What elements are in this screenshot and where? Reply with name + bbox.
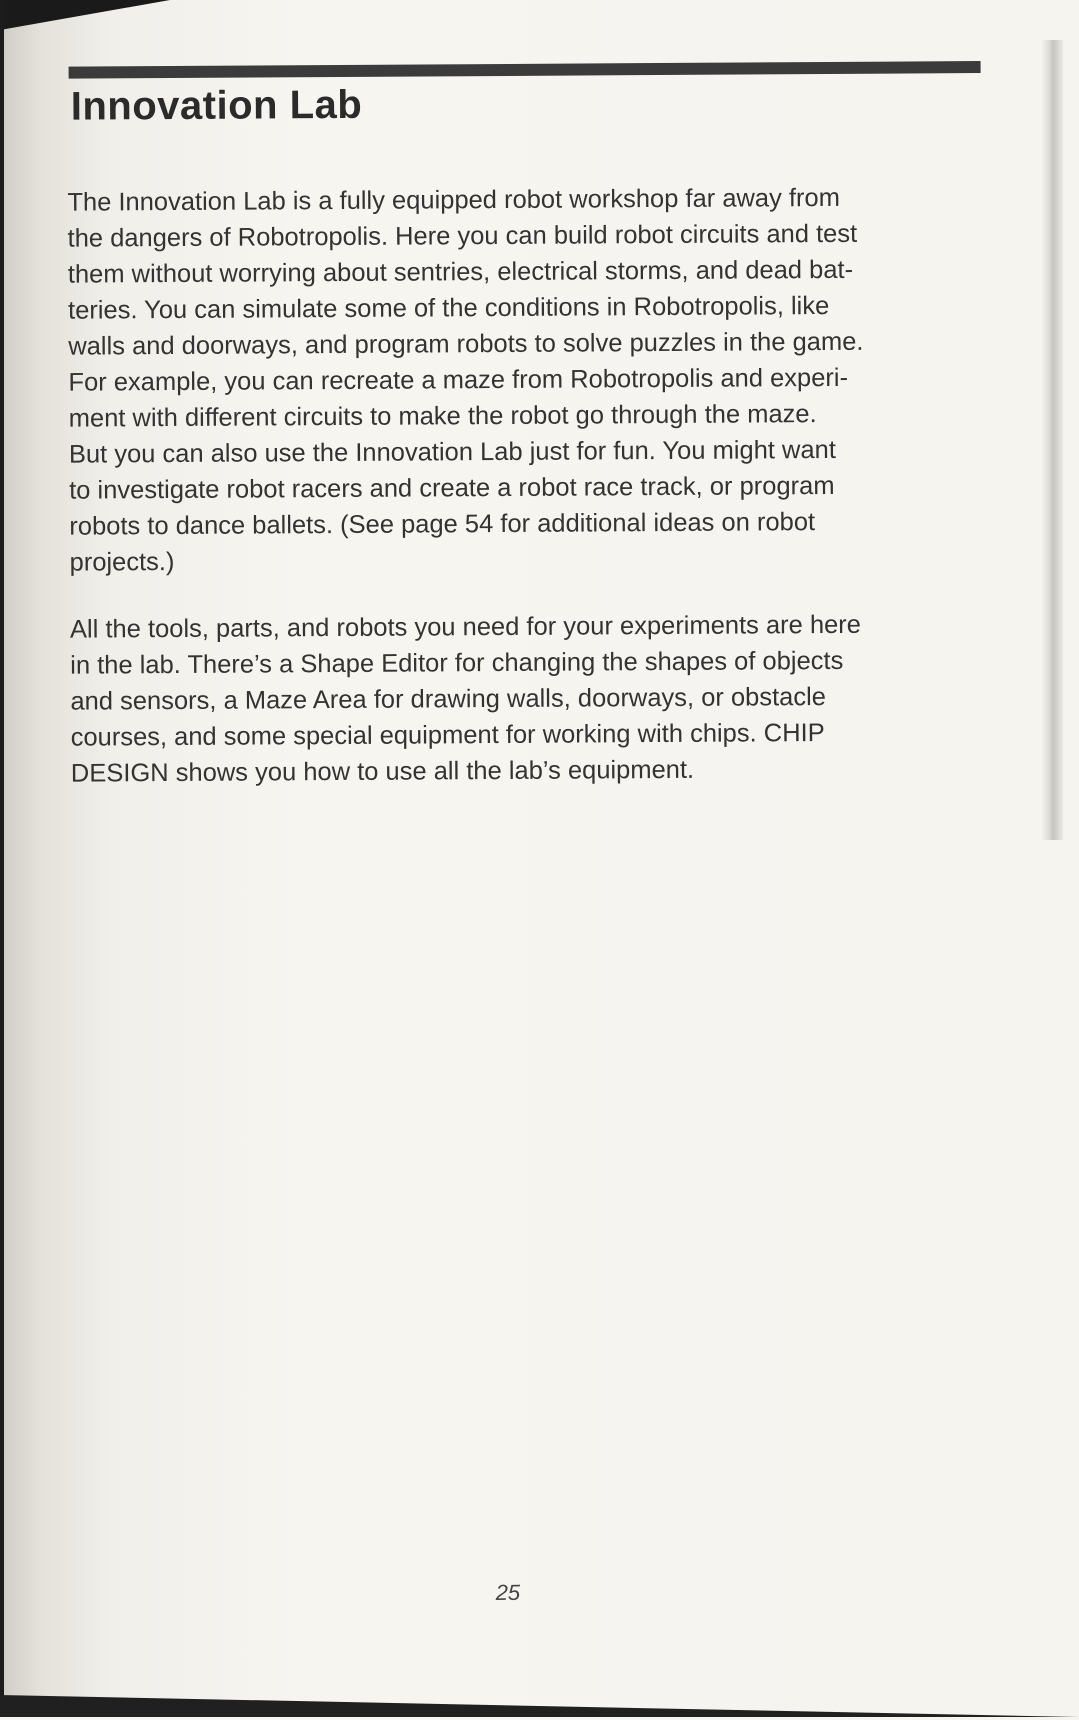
paragraph-2 [70,606,951,791]
text-line: ment with different circuits to make the robot go through the maze. [68,400,817,433]
text-line: projects.) [69,547,175,577]
paragraph-1 [67,179,949,580]
text-line: courses, and some special equipment for working with chips. CHIP [70,719,825,752]
text-line: The Innovation Lab is a fully equipped robot workshop far away from [67,183,840,217]
text-line: in the lab. There’s a Shape Editor for changing the shapes of objects [70,646,844,680]
text-line: All the tools, parts, and robots you need for your experiments are here [69,610,862,644]
text-line: DESIGN shows you how to use all the lab’s equipment. [70,755,695,788]
heading-rule [69,61,981,79]
text-line: But you can also use the Innovation Lab just for fun. You might want [68,435,836,469]
text-line: teries. You can simulate some of the conditions in Robotropolis, like [67,291,830,325]
text-line: For example, you can recreate a maze from Robotropolis and experi- [68,363,849,397]
text-line: robots to dance ballets. (See page 54 for additional ideas on robot [69,508,816,541]
text-line: the dangers of Robotropolis. Here you can build robot circuits and test [67,219,858,253]
text-line: walls and doorways, and program robots to solve puzzles in the game. [68,327,864,361]
page-number: 25 [495,1579,521,1606]
text-line: to investigate robot racers and create a robot race track, or program [69,471,835,505]
text-line: them without worrying about sentries, electrical storms, and dead bat- [67,255,854,289]
text-line: and sensors, a Maze Area for drawing walls, doorways, or obstacle [70,683,826,716]
section-heading: Innovation Lab [70,82,363,129]
